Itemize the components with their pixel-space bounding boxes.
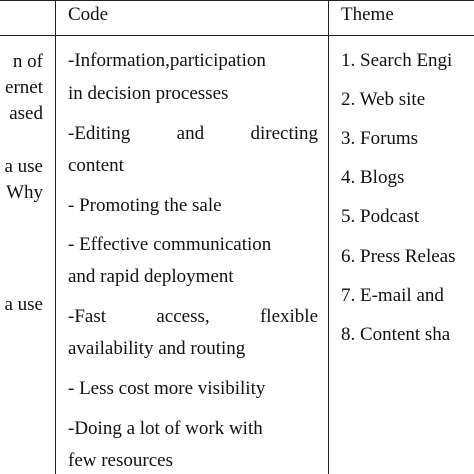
left-col-text: ernet xyxy=(5,77,43,98)
theme-item: 3. Forums xyxy=(341,128,419,149)
code-word: -Editing xyxy=(68,123,131,144)
left-col-text: ased xyxy=(9,103,43,124)
theme-item: 4. Blogs xyxy=(341,167,405,188)
code-line: - Effective communication xyxy=(68,234,272,255)
theme-item: 7. E-mail and xyxy=(341,285,444,306)
code-line: content xyxy=(68,155,124,176)
code-line: -Information,participation xyxy=(68,50,266,71)
code-line: in decision processes xyxy=(68,83,229,104)
header-theme: Theme xyxy=(341,4,394,25)
code-line: and rapid deployment xyxy=(68,266,234,287)
header-code: Code xyxy=(68,4,109,25)
left-col-text: a use xyxy=(4,156,43,177)
code-line: - Promoting the sale xyxy=(68,195,222,216)
left-col-text: a use xyxy=(4,294,43,315)
code-line: - Less cost more visibility xyxy=(68,378,266,399)
column-divider-right xyxy=(328,0,329,474)
column-divider-left xyxy=(55,0,56,474)
theme-item: 5. Podcast xyxy=(341,206,420,227)
left-col-text: Why xyxy=(6,182,43,203)
code-word: -Fast xyxy=(68,306,106,327)
code-line-justified xyxy=(68,123,318,145)
left-col-text: n of xyxy=(12,51,43,72)
code-word: directing xyxy=(250,123,318,144)
code-line-justified xyxy=(68,306,318,328)
theme-item: 6. Press Releas xyxy=(341,246,456,267)
header-top-border xyxy=(0,0,474,1)
code-line: -Doing a lot of work with xyxy=(68,418,263,439)
code-word: flexible xyxy=(259,306,318,327)
theme-item: 2. Web site xyxy=(341,89,426,110)
code-word: access, xyxy=(156,306,210,327)
header-bottom-border xyxy=(0,35,474,36)
code-word: and xyxy=(176,123,205,144)
code-line: few resources xyxy=(68,450,173,471)
theme-item: 8. Content sha xyxy=(341,324,451,345)
theme-item: 1. Search Engi xyxy=(341,50,453,71)
code-line: availability and routing xyxy=(68,338,246,359)
